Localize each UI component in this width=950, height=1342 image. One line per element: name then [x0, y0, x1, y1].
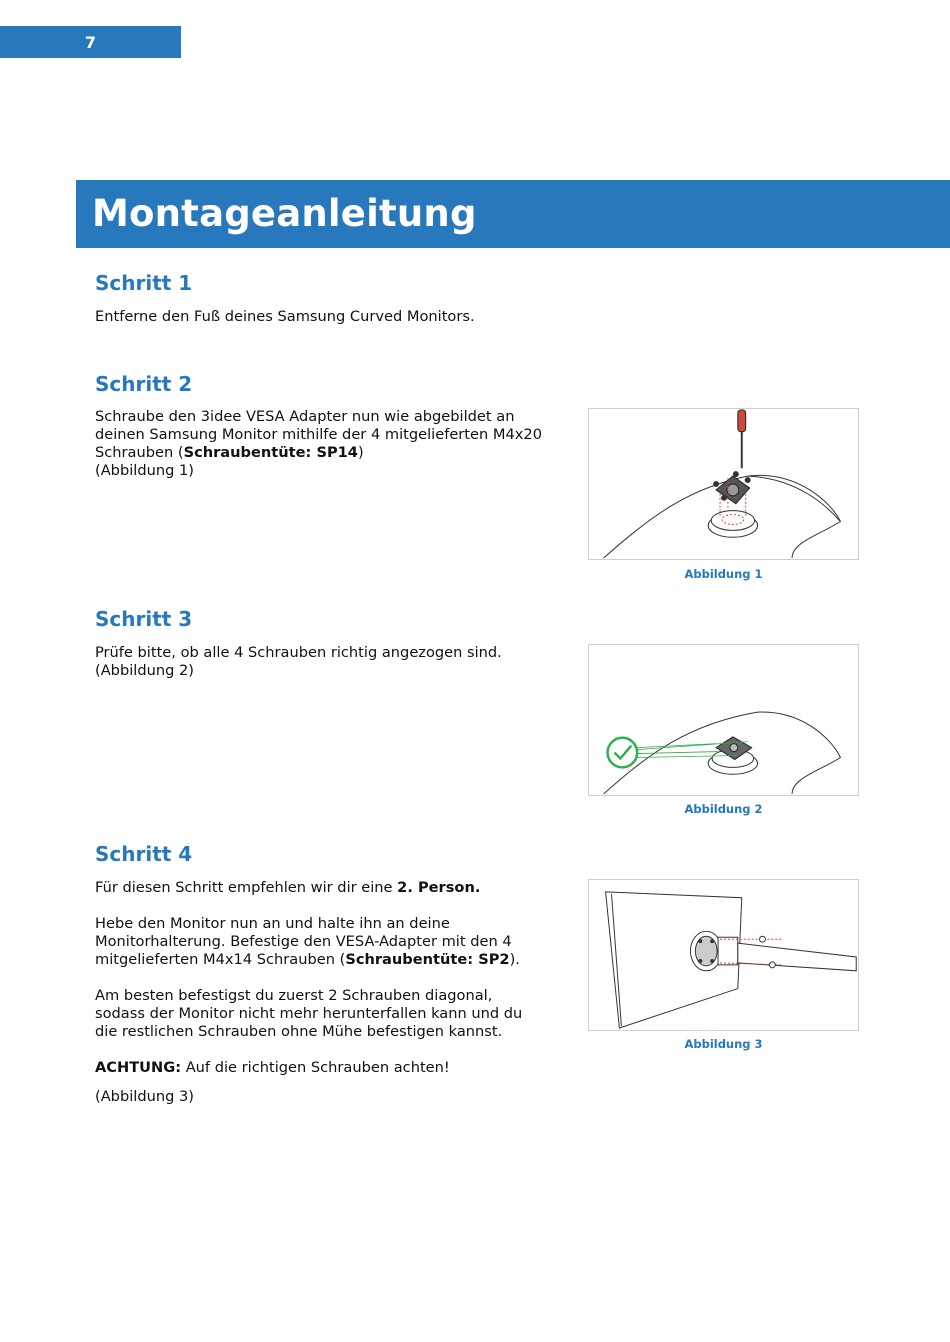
- figure-1-illustration: [589, 409, 858, 559]
- step-2-line-3-post: ): [357, 444, 364, 461]
- step-1-line: Entferne den Fuß deines Samsung Curved Monitors.: [95, 308, 475, 325]
- step-2-line-3: [95, 444, 555, 462]
- step-2-heading: Schritt 2: [95, 372, 193, 396]
- step-4-p1: [95, 879, 555, 897]
- step-4-p2-line-3-post: ).: [509, 951, 520, 968]
- step-2-screw-bag: Schraubentüte: SP14: [183, 444, 358, 461]
- step-1-text: [95, 308, 555, 326]
- warning-label: ACHTUNG:: [95, 1059, 182, 1076]
- step-4-warning: [95, 1059, 555, 1077]
- step-4-figure-ref: (Abbildung 3): [95, 1088, 194, 1105]
- step-4-p1-bold: 2. Person.: [397, 879, 481, 896]
- figure-3: [588, 879, 859, 1031]
- step-4-p3-line-3: die restlichen Schrauben ohne Mühe befestigen kannst.: [95, 1023, 503, 1040]
- figure-1: [588, 408, 859, 560]
- figure-1-caption: Abbildung 1: [684, 567, 763, 581]
- figure-3-caption: Abbildung 3: [684, 1037, 763, 1051]
- step-4-p2-line-2: Monitorhalterung. Befestige den VESA-Adapter mit den 4: [95, 933, 512, 950]
- page-number: 7: [84, 32, 97, 52]
- figure-3-illustration: [589, 880, 858, 1030]
- step-3-line-2: (Abbildung 2): [95, 662, 194, 679]
- step-4-p2-line-1: Hebe den Monitor nun an und halte ihn an deine: [95, 915, 450, 932]
- page-number-tab: [0, 26, 181, 58]
- step-3-heading: Schritt 3: [95, 607, 193, 631]
- step-3-text: [95, 644, 555, 680]
- warning-text: Auf die richtigen Schrauben achten!: [181, 1059, 450, 1076]
- step-1-heading: Schritt 1: [95, 271, 193, 295]
- step-2-line-4: (Abbildung 1): [95, 462, 194, 479]
- page-title: Montageanleitung: [92, 192, 477, 235]
- title-banner: [76, 180, 950, 248]
- step-4-heading: Schritt 4: [95, 842, 193, 866]
- step-4-p2-line-3-pre: mitgelieferten M4x14 Schrauben (: [95, 951, 346, 968]
- step-4-p3-line-2: sodass der Monitor nicht mehr herunterfallen kann und du: [95, 1005, 523, 1022]
- step-4-p3-line-1: Am besten befestigst du zuerst 2 Schrauben diagonal,: [95, 987, 493, 1004]
- figure-2-caption: Abbildung 2: [684, 802, 763, 816]
- step-2-line-3-pre: Schrauben (: [95, 444, 184, 461]
- step-3-line-1: Prüfe bitte, ob alle 4 Schrauben richtig angezogen sind.: [95, 644, 502, 661]
- step-2-line-1: Schraube den 3idee VESA Adapter nun wie abgebildet an: [95, 408, 515, 425]
- step-4-screw-bag: Schraubentüte: SP2: [345, 951, 510, 968]
- figure-2: [588, 644, 859, 796]
- figure-2-illustration: [589, 645, 858, 795]
- step-4-p1-pre: Für diesen Schritt empfehlen wir dir eine: [95, 879, 398, 896]
- step-2-text: [95, 408, 555, 480]
- step-4-p2-line-3: [95, 951, 555, 969]
- step-2-line-2: deinen Samsung Monitor mithilfe der 4 mitgelieferten M4x20: [95, 426, 542, 443]
- step-4-text: [95, 879, 555, 1106]
